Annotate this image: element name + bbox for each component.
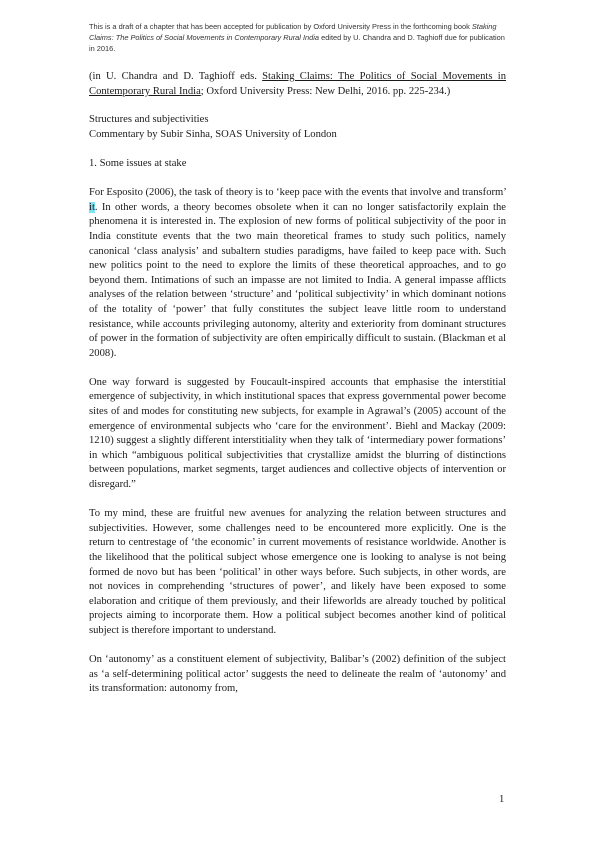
paragraph-1-end: . In other words, a theory becomes obsolete when it can no longer satisfactorily explain the phenomena it is interested in. The explosion of new forms of political subjectivity of the poor in India constitute events that the two main theoretical frames to study such politics, namely canonical ‘class analysis’ and subaltern studies paradigms, have failed to keep pace with. Such new politics point to the need to explore the limits of these theoretical approaches, and to go beyond them. Intimations of such an impasse are not limited to India. A general impasse afflicts analyses of the relation between ‘structure’ and ‘political subjectivity’ in which dominant notions of the totality of ‘power’ that fully constitutes the subject leave little room to understand resistance, while accounts privileging autonomy, alterity and exteriority from dominant structures of power in the formation of subjectivity are often empirically difficult to sustain. (Blackman et al 2008). [89, 201, 506, 359]
page-number: 1 [499, 794, 505, 805]
paragraph-1 [89, 186, 506, 361]
draft-notice-text-end: edited by U. Chandra and D. Taghioff due for publication in 2016. [89, 33, 505, 53]
paragraph-3: To my mind, these are fruitful new avenues for analyzing the relation between structures and subjectivities. However, some challenges need to be encountered more explicitly. One is the return to centrestage of ‘the economic’ in current movements of resistance worldwide. Another is the likelihood that the political subject whose emergence one is looking to analyse is not being formed de novo but has been ‘political’ in other ways before. Such subjects, in other words, are not novices in comprehending ‘structures of power’, and likely have been exposed to some elaboration and critique of them previously, and their lifeworlds are already touched by political projects aiming to incorporate them. How a political subject becomes another kind of political subject is therefore important to understand. [89, 508, 506, 636]
draft-notice [89, 21, 507, 54]
draft-notice-text: This is a draft of a chapter that has been accepted for publication by Oxford University Press in the forthcoming book [89, 22, 472, 31]
document-body [89, 70, 506, 697]
citation-book-title: Staking Claims: The Politics of Social Movements in Contemporary Rural India [89, 71, 506, 97]
citation-text-end: ; Oxford University Press: New Delhi, 2016. pp. 225-234.) [200, 85, 451, 97]
citation [89, 70, 506, 99]
highlighted-word: it [89, 201, 95, 213]
paragraph-2: One way forward is suggested by Foucault-inspired accounts that emphasise the interstitial emergence of subjectivity, in which institutional spaces that express governmental power become sites of and modes for constituting new subjects, for example in Agrawal’s (2005) account of the emergence of environmental subjects who ‘care for the environment’. Biehl and Mackay (2009: 1210) suggest a slightly different interstitiality when they talk of ‘intermediary power formations’ in which “ambiguous political subjectivities that crystallize amidst the blurring of distinctions between populations, market segments, target audiences and collective objects of intervention or disregard.” [89, 376, 506, 491]
section-heading: 1. Some issues at stake [89, 157, 187, 169]
paragraph-1-start: For Esposito (2006), the task of theory is to ‘keep pace with the events that involve and transform’ [89, 187, 506, 199]
draft-notice-book-title: Staking Claims: The Politics of Social Movements in Contemporary Rural India [89, 22, 497, 42]
byline: Commentary by Subir Sinha, SOAS University of London [89, 128, 337, 140]
chapter-title: Structures and subjectivities [89, 114, 209, 126]
paragraph-4: On ‘autonomy’ as a constituent element of subjectivity, Balibar’s (2002) definition of the subject as ‘a self-determining political actor’ suggests the need to delineate the realm of ‘autonomy’ and its transformation: autonomy from, [89, 654, 506, 695]
citation-text: (in U. Chandra and D. Taghioff eds. [89, 71, 263, 82]
